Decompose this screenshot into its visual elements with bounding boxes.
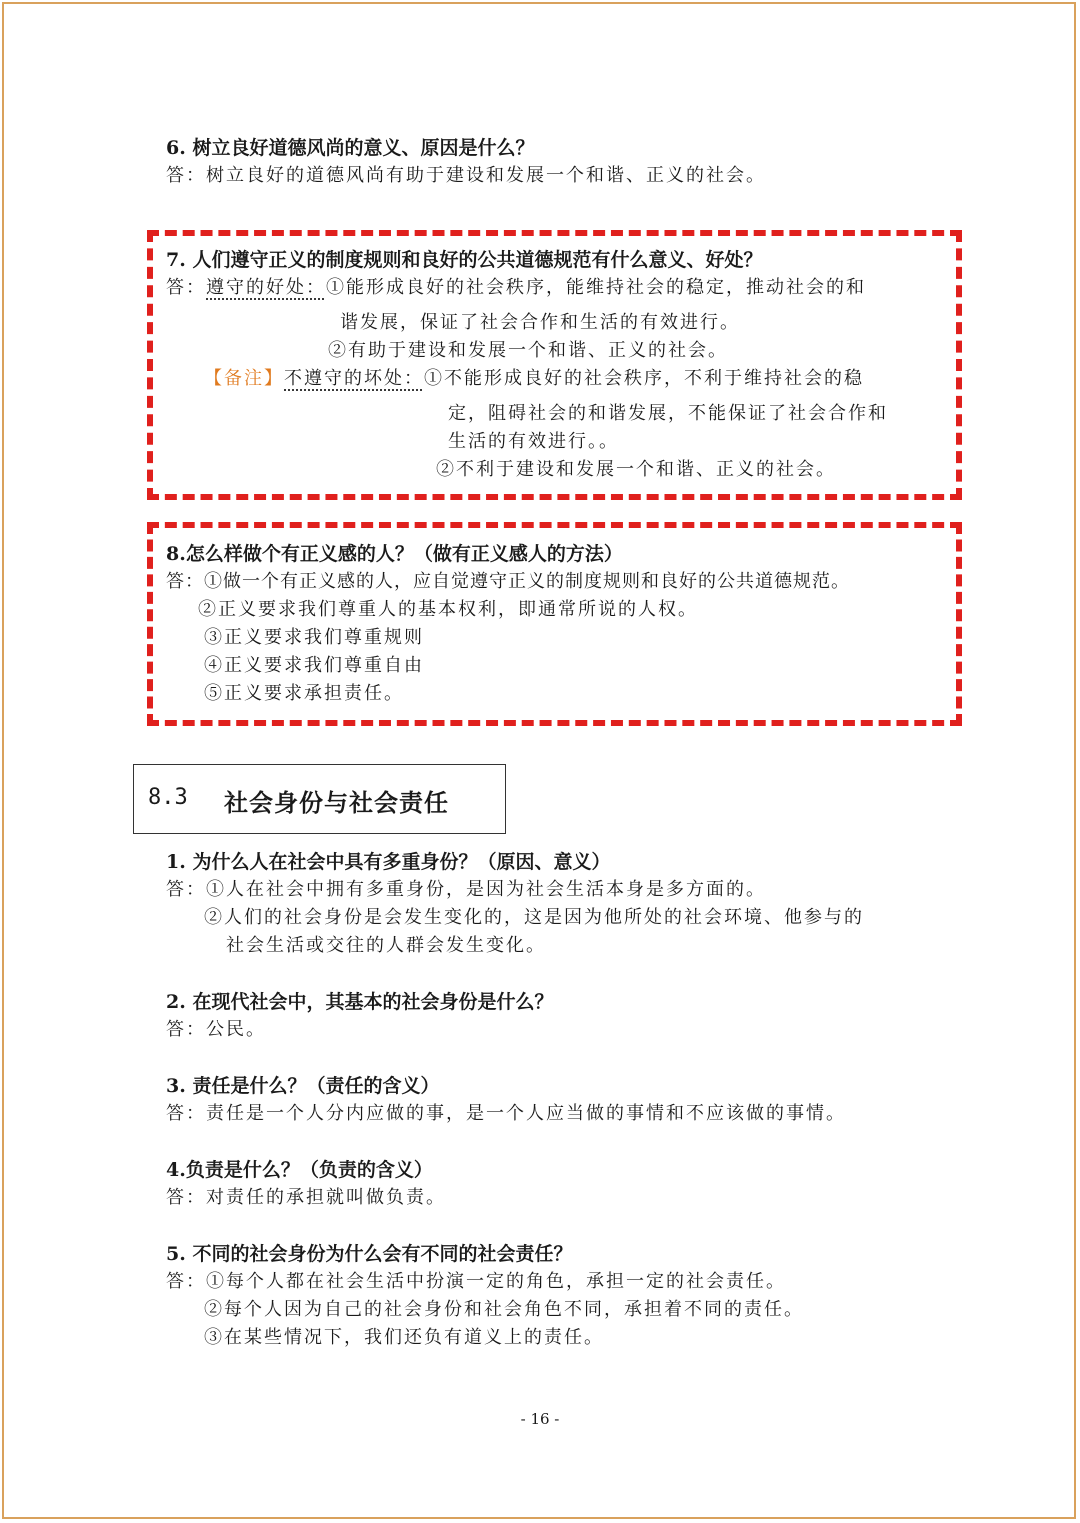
section-answer-2: 答：公民。	[166, 1019, 266, 1040]
question-6: 6. 树立良好道德风尚的意义、原因是什么？	[166, 137, 535, 159]
answer-8-line-2: ②正义要求我们尊重人的基本权利，即通常所说的人权。	[198, 599, 698, 620]
answer-6: 答：树立良好的道德风尚有助于建设和发展一个和谐、正义的社会。	[166, 165, 766, 186]
benefit-text-1: ①能形成良好的社会秩序，能维持社会的稳定，推动社会的和	[326, 277, 866, 298]
section-number: 8.3	[148, 785, 188, 810]
answer-8-line-4: ④正义要求我们尊重自由	[204, 655, 424, 676]
section-answer-5-line-3: ③在某些情况下，我们还负有道义上的责任。	[204, 1327, 604, 1348]
section-answer-3: 答：责任是一个人分内应做的事，是一个人应当做的事情和不应该做的事情。	[166, 1103, 846, 1124]
question-7: 7. 人们遵守正义的制度规则和良好的公共道德规范有什么意义、好处？	[166, 249, 763, 271]
section-answer-5-line-2: ②每个人因为自己的社会身份和社会角色不同，承担着不同的责任。	[204, 1299, 804, 1320]
answer-7-note	[204, 365, 864, 393]
harm-text-1: ①不能形成良好的社会秩序，不利于维持社会的稳	[424, 368, 864, 389]
answer-8-line-3: ③正义要求我们尊重规则	[204, 627, 424, 648]
answer-7-line-7: ②不利于建设和发展一个和谐、正义的社会。	[436, 459, 836, 480]
section-question-4: 4.负责是什么？（负责的含义）	[166, 1159, 433, 1181]
section-question-2: 2. 在现代社会中，其基本的社会身份是什么？	[166, 991, 554, 1013]
question-8: 8.怎么样做个有正义感的人？（做有正义感人的方法）	[166, 543, 623, 565]
section-answer-5-line-1: 答：①每个人都在社会生活中扮演一定的角色，承担一定的社会责任。	[166, 1271, 786, 1292]
answer-7-line-2: 谐发展，保证了社会合作和生活的有效进行。	[340, 312, 740, 333]
section-answer-1-line-2: ②人们的社会身份是会发生变化的，这是因为他所处的社会环境、他参与的	[204, 907, 864, 928]
answer-7-line-5: 定，阻碍社会的和谐发展，不能保证了社会合作和	[448, 403, 888, 424]
harm-label: 不遵守的坏处：	[284, 368, 424, 389]
section-answer-1-line-1: 答：①人在社会中拥有多重身份，是因为社会生活本身是多方面的。	[166, 879, 766, 900]
answer-8-line-1: 答：①做一个有正义感的人，应自觉遵守正义的制度规则和良好的公共道德规范。	[166, 571, 850, 592]
note-tag: 【备注】	[204, 368, 284, 389]
section-answer-1-line-3: 社会生活或交往的人群会发生变化。	[226, 935, 546, 956]
section-question-3: 3. 责任是什么？（责任的含义）	[166, 1075, 440, 1097]
section-question-5: 5. 不同的社会身份为什么会有不同的社会责任？	[166, 1243, 573, 1265]
section-header	[133, 764, 506, 834]
answer-7-line-3: ②有助于建设和发展一个和谐、正义的社会。	[328, 340, 728, 361]
section-answer-4: 答：对责任的承担就叫做负责。	[166, 1187, 446, 1208]
answer-prefix: 答：	[166, 277, 206, 298]
answer-8-line-5: ⑤正义要求承担责任。	[204, 683, 404, 704]
page-number: - 16 -	[520, 1410, 560, 1428]
answer-7-line-6: 生活的有效进行。。	[448, 431, 619, 452]
section-title: 社会身份与社会责任	[224, 789, 449, 817]
answer-7-line-1	[166, 274, 866, 302]
benefit-label: 遵守的好处：	[206, 277, 326, 298]
section-question-1: 1. 为什么人在社会中具有多重身份？（原因、意义）	[166, 851, 611, 873]
